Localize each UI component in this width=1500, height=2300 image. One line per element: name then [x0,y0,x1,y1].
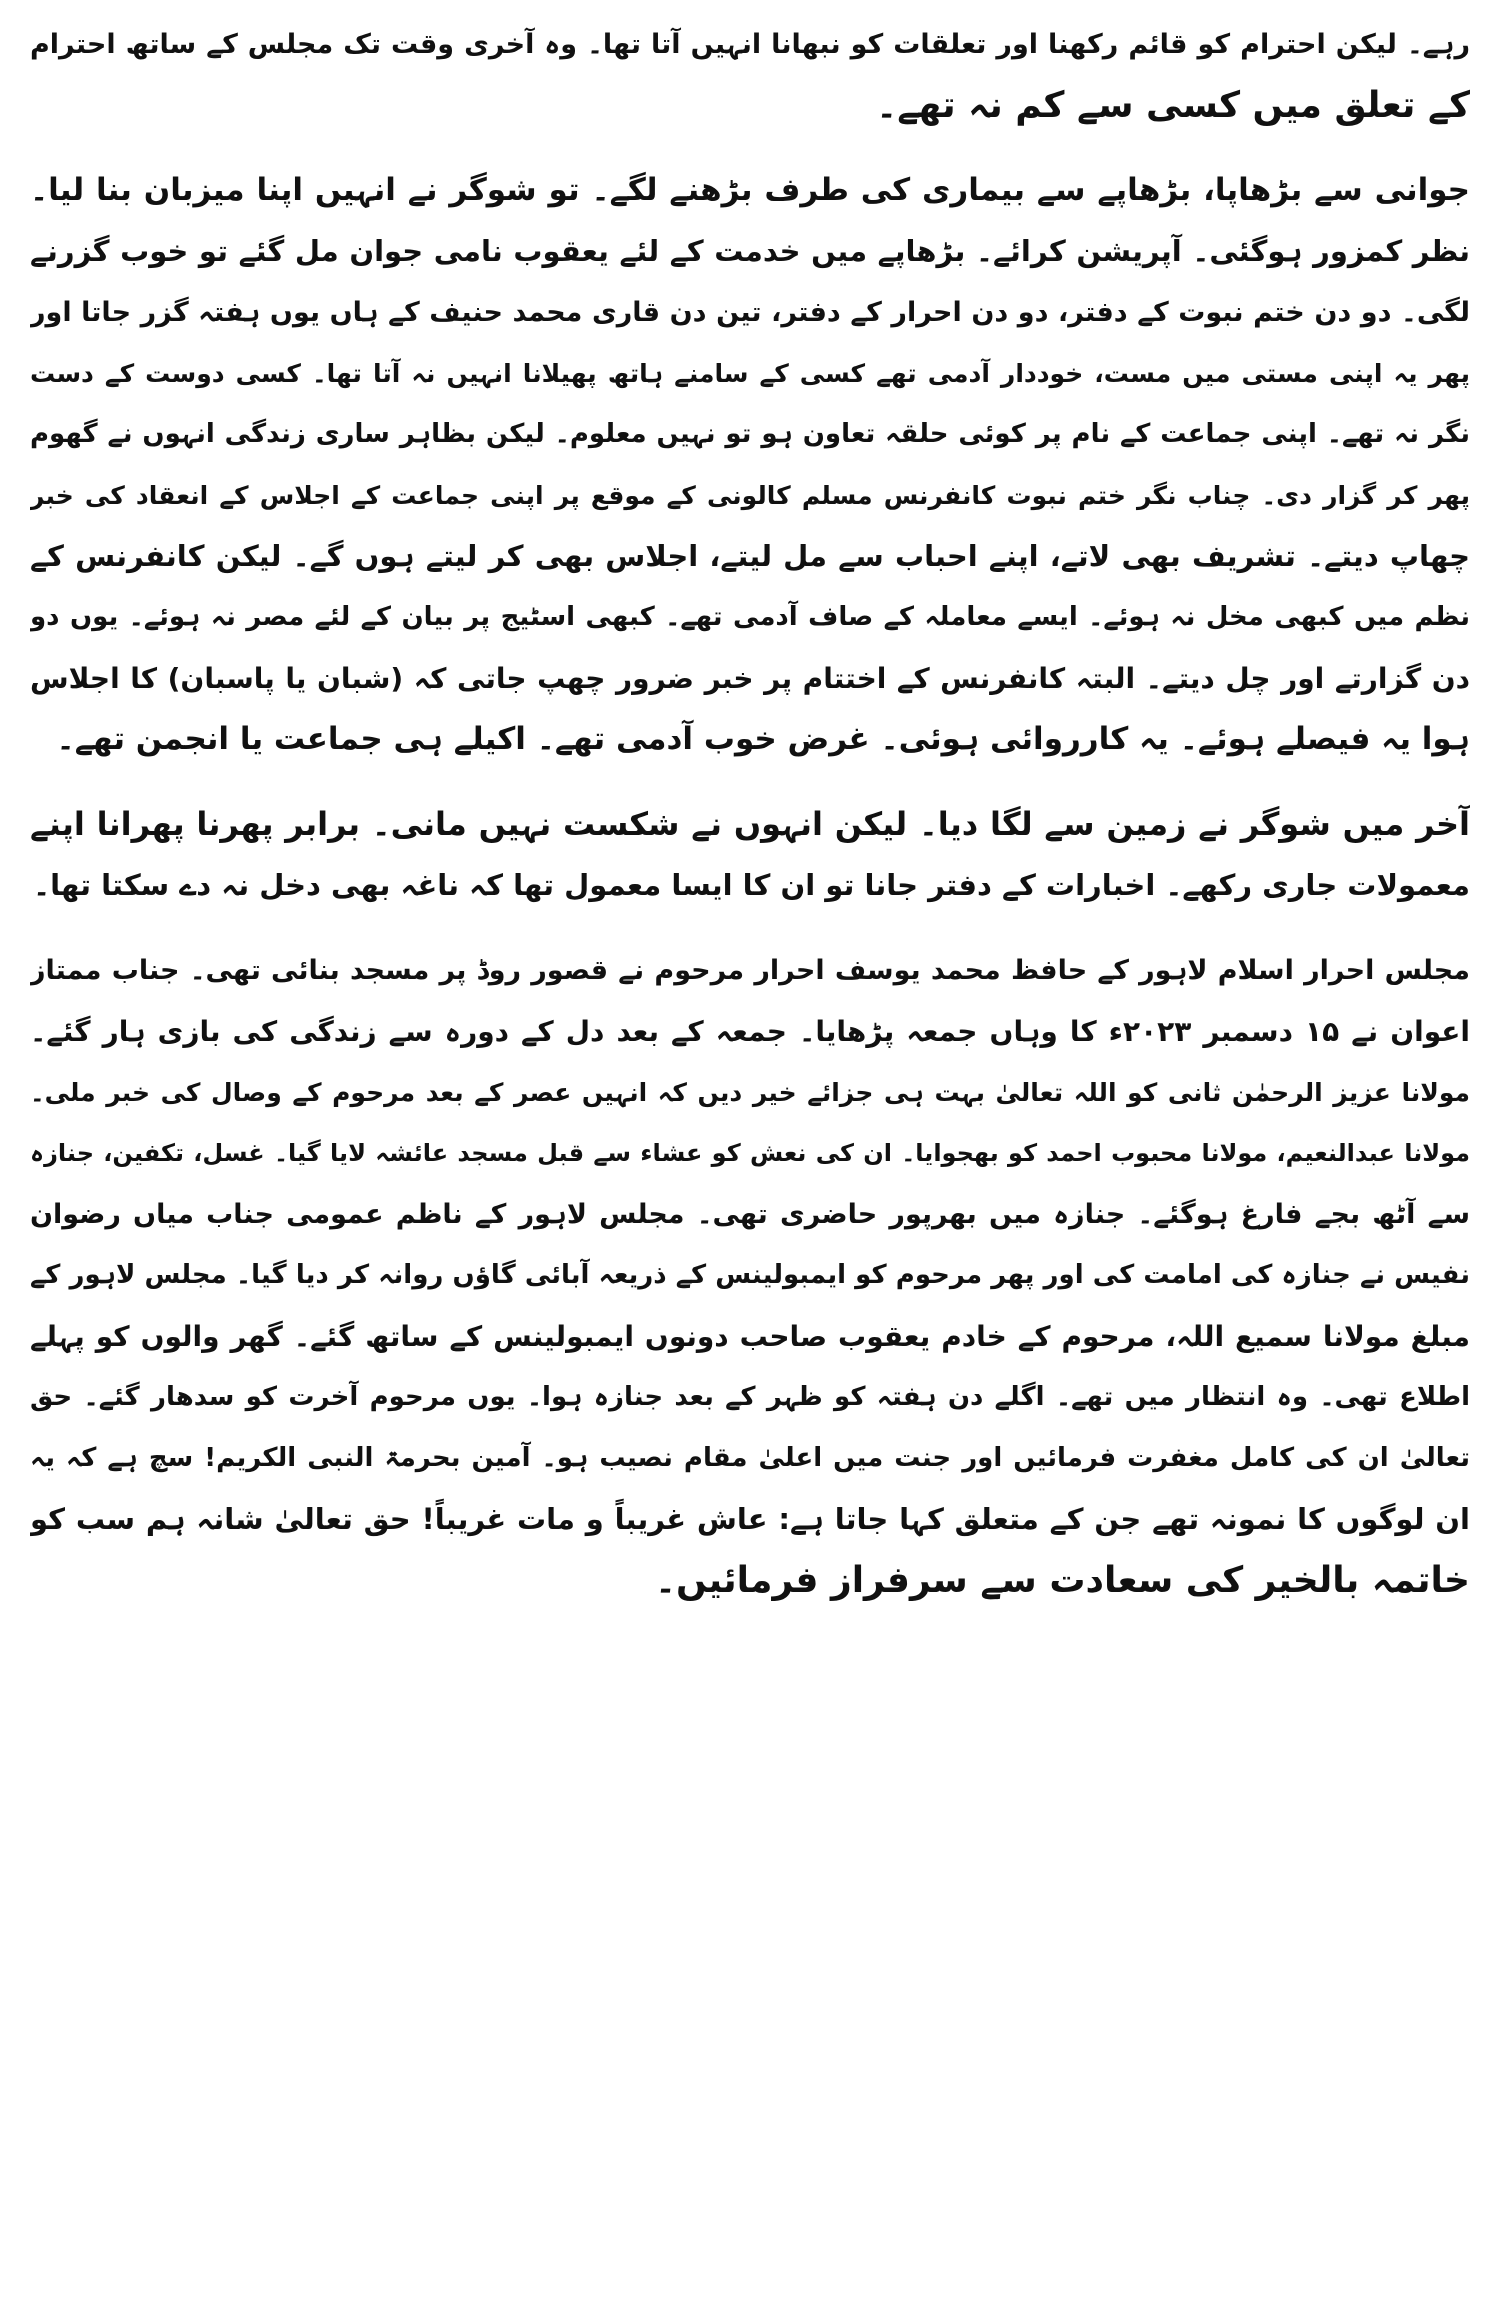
text-line: نظم میں کبھی مخل نہ ہوئے۔ ایسے معاملہ کے صاف آدمی تھے۔ کبھی اسٹیج پر بیان کے لئے مصر نہ ہوئے۔ یوں دو [30,602,1470,632]
text-line: تعالیٰ ان کی کامل مغفرت فرمائیں اور جنت میں اعلیٰ مقام نصیب ہو۔ آمین بحرمۃ النبی الکریم! سچ ہے کہ یہ [30,1443,1470,1473]
text-line: مولانا عبدالنعیم، مولانا محبوب احمد کو بھجوایا۔ ان کی نعش کو عشاء سے قبل مسجد عائشہ لایا گیا۔ غسل، تکفین، جنازہ [30,1139,1470,1167]
text-line: پھر کر گزار دی۔ چناب نگر ختم نبوت کانفرنس مسلم کالونی کے موقع پر اپنی جماعت کے اجلاس کے انعقاد کی خبر [30,481,1470,510]
text-line: رہے۔ لیکن احترام کو قائم رکھنا اور تعلقات کو نبھانا انہیں آتا تھا۔ وہ آخری وقت تک مجلس کے ساتھ احترام [30,29,1470,60]
text-line: آخر میں شوگر نے زمین سے لگا دیا۔ لیکن انہوں نے شکست نہیں مانی۔ برابر پھرنا پھرانا اپنے [30,805,1470,843]
text-line: مجلس احرار اسلام لاہور کے حافظ محمد یوسف احرار مرحوم نے قصور روڈ پر مسجد بنائی تھی۔ جناب ممتاز [30,955,1470,986]
text-line: نگر نہ تھے۔ اپنی جماعت کے نام پر کوئی حلقہ تعاون ہو تو نہیں معلوم۔ لیکن بظاہر ساری زندگی انہوں نے گھوم [30,419,1470,449]
text-line: پھر یہ اپنی مستی میں مست، خوددار آدمی تھے کسی کے سامنے ہاتھ پھیلانا انہیں نہ آتا تھا۔ کسی دوست کے دست [30,359,1470,388]
text-line: چھاپ دیتے۔ تشریف بھی لاتے، اپنے احباب سے مل لیتے، اجلاس بھی کر لیتے ہوں گے۔ لیکن کانفرنس کے [30,539,1470,573]
text-line: لگی۔ دو دن ختم نبوت کے دفتر، دو دن احرار کے دفتر، تین دن قاری محمد حنیف کے ہاں یوں ہفتہ گزر جاتا اور [30,297,1470,328]
text-line: سے آٹھ بجے فارغ ہوگئے۔ جنازہ میں بھرپور حاضری تھی۔ مجلس لاہور کے ناظم عمومی جناب میاں رضوان [30,1199,1470,1230]
text-line: اعوان نے ۱۵ دسمبر ۲۰۲۳ء کا وہاں جمعہ پڑھایا۔ جمعہ کے بعد دل کے دورہ سے زندگی کی بازی ہار گئے۔ [30,1015,1470,1048]
text-line: معمولات جاری رکھے۔ اخبارات کے دفتر جانا تو ان کا ایسا معمول تھا کہ ناغہ بھی دخل نہ دے سکتا تھا۔ [33,868,1470,902]
text-line: کے تعلق میں کسی سے کم نہ تھے۔ [876,85,1470,126]
paragraph [30,794,1470,916]
text-line: مولانا عزیز الرحمٰن ثانی کو اللہ تعالیٰ بہت ہی جزائے خیر دیں کہ انہیں عصر کے بعد مرحوم کے وصال کی خبر ملی۔ [30,1078,1470,1107]
text-line: اطلاع تھی۔ وہ انتظار میں تھے۔ اگلے دن ہفتہ کو ظہر کے بعد جنازہ ہوا۔ یوں مرحوم آخرت کو سدھار گئے۔ حق [30,1382,1470,1412]
text-line: ہوا یہ فیصلے ہوئے۔ یہ کارروائی ہوئی۔ غرض خوب آدمی تھے۔ اکیلے ہی جماعت یا انجمن تھے۔ [56,721,1470,757]
text-line: جوانی سے بڑھاپا، بڑھاپے سے بیماری کی طرف بڑھنے لگے۔ تو شوگر نے انہیں اپنا میزبان بنا لیا۔ [30,172,1470,208]
text-line: دن گزارتے اور چل دیتے۔ البتہ کانفرنس کے اختتام پر خبر ضرور چھپ جاتی کہ (شبان یا پاسبان) کا اجلاس [30,662,1470,695]
text-line: مبلغ مولانا سمیع اللہ، مرحوم کے خادم یعقوب صاحب دونوں ایمبولینس کے ساتھ گئے۔ گھر والوں کو پہلے [30,1320,1470,1353]
paragraph [30,940,1470,1611]
text-line: نفیس نے جنازہ کی امامت کی اور پھر مرحوم کو ایمبولینس کے ذریعہ آبائی گاؤں روانہ کر دیا گیا۔ مجلس لاہور کے [30,1260,1470,1290]
article-page [30,14,1470,2286]
paragraph [30,14,1470,136]
text-line: خاتمہ بالخیر کی سعادت سے سرفراز فرمائیں۔ [654,1560,1470,1601]
text-line: نظر کمزور ہوگئی۔ آپریشن کرائے۔ بڑھاپے میں خدمت کے لئے یعقوب نامی جوان مل گئے تو خوب گزرنے [30,234,1470,268]
paragraph [30,160,1470,770]
text-line: ان لوگوں کا نمونہ تھے جن کے متعلق کہا جاتا ہے: عاش غریباً و مات غریباً! حق تعالیٰ شانہ ہم سب کو [30,1502,1470,1536]
